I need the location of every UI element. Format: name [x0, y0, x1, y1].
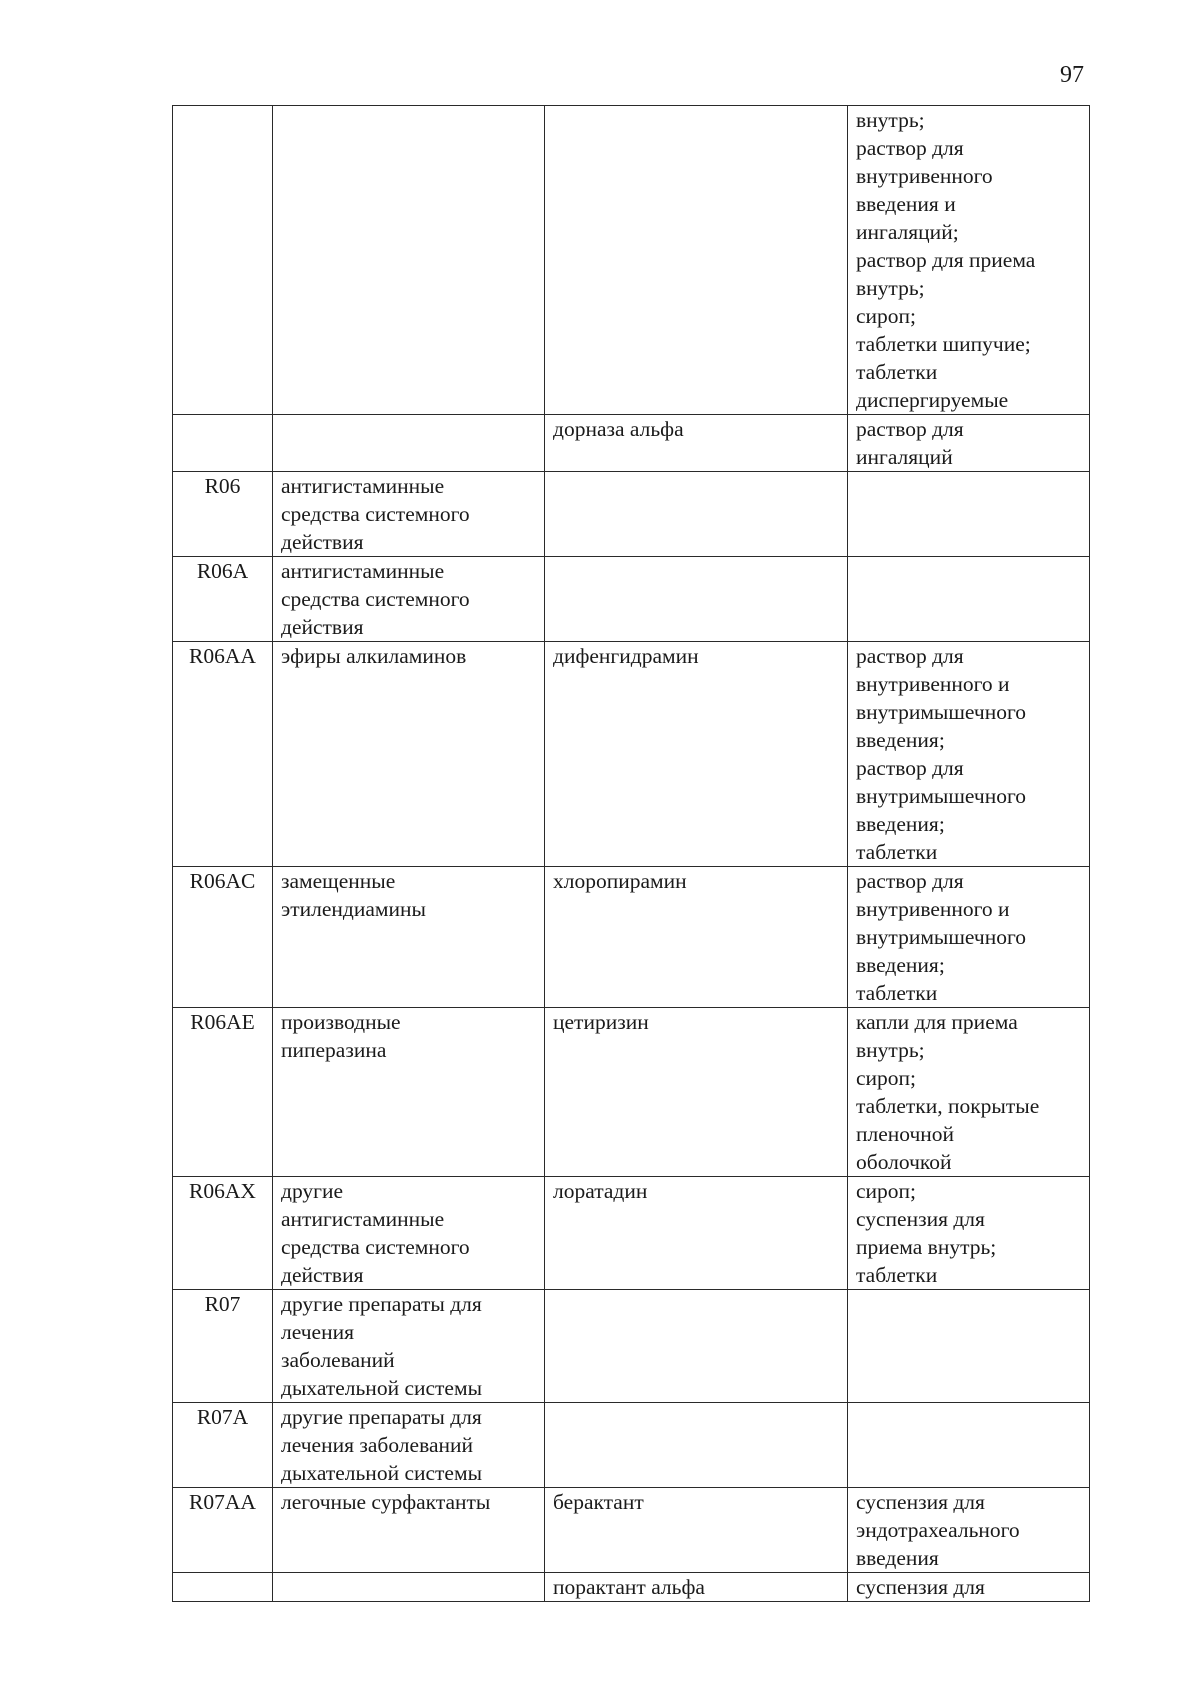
- dosage-forms-line: внутривенного: [856, 164, 993, 188]
- atc-code-cell: R06: [173, 472, 273, 557]
- group-name-line: средства системного: [281, 1235, 470, 1259]
- page-number: 97: [1060, 62, 1084, 88]
- dosage-forms-line: ингаляций;: [856, 220, 959, 244]
- table-row: [173, 415, 1090, 472]
- group-name-line: другие препараты для: [281, 1292, 482, 1316]
- dosage-forms-line: сироп;: [856, 1066, 917, 1090]
- dosage-forms-line: введения;: [856, 728, 945, 752]
- atc-code-cell: R07A: [173, 1403, 273, 1488]
- dosage-forms-line: раствор для: [856, 417, 964, 441]
- dosage-forms-line: внутривенного и: [856, 897, 1010, 921]
- group-name-cell: [273, 1290, 545, 1403]
- dosage-forms-line: внутримышечного: [856, 700, 1027, 724]
- group-name-cell: [273, 1403, 545, 1488]
- dosage-forms-cell: [848, 867, 1090, 1008]
- group-name-line: антигистаминные: [281, 559, 445, 583]
- table-row: [173, 557, 1090, 642]
- dosage-forms-line: диспергируемые: [856, 388, 1009, 412]
- dosage-forms-line: таблетки: [856, 981, 938, 1005]
- group-name-cell: [273, 472, 545, 557]
- atc-code-cell: R06AA: [173, 642, 273, 867]
- dosage-forms-cell: [848, 1573, 1090, 1602]
- group-name-line: антигистаминные: [281, 474, 445, 498]
- dosage-forms-line: введения;: [856, 812, 945, 836]
- group-name-cell: [273, 415, 545, 472]
- dosage-forms-line: введения: [856, 1546, 939, 1570]
- group-name-line: другие: [281, 1179, 344, 1203]
- table-row: [173, 642, 1090, 867]
- dosage-forms-cell: [848, 557, 1090, 642]
- group-name-line: этилендиамины: [281, 897, 426, 921]
- group-name-line: заболеваний: [281, 1348, 395, 1372]
- dosage-forms-cell: [848, 1290, 1090, 1403]
- group-name-line: эфиры алкиламинов: [281, 644, 467, 668]
- atc-code-cell: R06AE: [173, 1008, 273, 1177]
- group-name-line: действия: [281, 1263, 364, 1287]
- group-name-line: лечения: [281, 1320, 354, 1344]
- dosage-forms-line: сироп;: [856, 1179, 917, 1203]
- dosage-forms-line: таблетки: [856, 1263, 938, 1287]
- table-row: [173, 1403, 1090, 1488]
- drug-name-line: хлоропирамин: [553, 869, 687, 893]
- group-name-line: легочные сурфактанты: [281, 1490, 491, 1514]
- dosage-forms-line: сироп;: [856, 304, 917, 328]
- dosage-forms-line: введения;: [856, 953, 945, 977]
- dosage-forms-line: внутрь;: [856, 108, 925, 132]
- table-row: [173, 1177, 1090, 1290]
- drug-name-cell: [545, 642, 848, 867]
- table-row: [173, 472, 1090, 557]
- group-name-line: пиперазина: [281, 1038, 387, 1062]
- dosage-forms-cell: [848, 1177, 1090, 1290]
- table-row: [173, 1008, 1090, 1177]
- group-name-cell: [273, 106, 545, 415]
- dosage-forms-line: эндотрахеального: [856, 1518, 1020, 1542]
- atc-code-cell: [173, 415, 273, 472]
- drug-name-cell: [545, 557, 848, 642]
- group-name-line: действия: [281, 615, 364, 639]
- dosage-forms-line: раствор для: [856, 644, 964, 668]
- dosage-forms-cell: [848, 472, 1090, 557]
- dosage-forms-line: раствор для приема: [856, 248, 1036, 272]
- group-name-cell: [273, 557, 545, 642]
- dosage-forms-line: внутривенного и: [856, 672, 1010, 696]
- dosage-forms-line: пленочной: [856, 1122, 955, 1146]
- drug-name-line: дорназа альфа: [553, 417, 684, 441]
- group-name-line: дыхательной системы: [281, 1461, 483, 1485]
- group-name-line: производные: [281, 1010, 401, 1034]
- dosage-forms-line: внутримышечного: [856, 925, 1027, 949]
- atc-code-cell: R06AC: [173, 867, 273, 1008]
- table-row: [173, 1488, 1090, 1573]
- atc-code-cell: R06AX: [173, 1177, 273, 1290]
- dosage-forms-line: таблетки, покрытые: [856, 1094, 1040, 1118]
- dosage-forms-cell: [848, 642, 1090, 867]
- drug-name-cell: [545, 415, 848, 472]
- drug-name-cell: [545, 106, 848, 415]
- dosage-forms-cell: [848, 1403, 1090, 1488]
- table-row: [173, 1573, 1090, 1602]
- dosage-forms-line: таблетки: [856, 360, 938, 384]
- dosage-forms-line: раствор для: [856, 869, 964, 893]
- dosage-forms-line: раствор для: [856, 136, 964, 160]
- group-name-cell: [273, 1488, 545, 1573]
- table-row: [173, 867, 1090, 1008]
- dosage-forms-line: раствор для: [856, 756, 964, 780]
- group-name-line: замещенные: [281, 869, 396, 893]
- drug-name-cell: [545, 1488, 848, 1573]
- dosage-forms-line: таблетки: [856, 840, 938, 864]
- dosage-forms-line: внутрь;: [856, 276, 925, 300]
- dosage-forms-line: суспензия для: [856, 1207, 985, 1231]
- drug-name-line: дифенгидрамин: [553, 644, 699, 668]
- group-name-line: дыхательной системы: [281, 1376, 483, 1400]
- drug-table: [172, 105, 1090, 1602]
- group-name-cell: [273, 1177, 545, 1290]
- atc-code-cell: [173, 106, 273, 415]
- atc-code-cell: R07AA: [173, 1488, 273, 1573]
- dosage-forms-line: оболочкой: [856, 1150, 952, 1174]
- drug-name-cell: [545, 1008, 848, 1177]
- drug-name-cell: [545, 867, 848, 1008]
- dosage-forms-cell: [848, 1488, 1090, 1573]
- drug-name-line: лоратадин: [553, 1179, 648, 1203]
- drug-name-cell: [545, 1177, 848, 1290]
- group-name-line: другие препараты для: [281, 1405, 482, 1429]
- drug-name-line: цетиризин: [553, 1010, 649, 1034]
- drug-name-line: порактант альфа: [553, 1575, 705, 1599]
- dosage-forms-cell: [848, 1008, 1090, 1177]
- drug-name-cell: [545, 1573, 848, 1602]
- dosage-forms-line: приема внутрь;: [856, 1235, 997, 1259]
- dosage-forms-line: внутрь;: [856, 1038, 925, 1062]
- drug-name-line: берактант: [553, 1490, 644, 1514]
- group-name-cell: [273, 1573, 545, 1602]
- dosage-forms-line: ингаляций: [856, 445, 953, 469]
- table-row: [173, 106, 1090, 415]
- group-name-line: антигистаминные: [281, 1207, 445, 1231]
- drug-name-cell: [545, 1290, 848, 1403]
- dosage-forms-line: капли для приема: [856, 1010, 1018, 1034]
- dosage-forms-line: введения и: [856, 192, 956, 216]
- group-name-cell: [273, 1008, 545, 1177]
- dosage-forms-cell: [848, 106, 1090, 415]
- group-name-line: действия: [281, 530, 364, 554]
- group-name-line: средства системного: [281, 502, 470, 526]
- group-name-line: лечения заболеваний: [281, 1433, 474, 1457]
- dosage-forms-line: внутримышечного: [856, 784, 1027, 808]
- dosage-forms-line: таблетки шипучие;: [856, 332, 1031, 356]
- dosage-forms-line: суспензия для: [856, 1575, 985, 1599]
- group-name-cell: [273, 867, 545, 1008]
- atc-code-cell: [173, 1573, 273, 1602]
- drug-name-cell: [545, 1403, 848, 1488]
- table-row: [173, 1290, 1090, 1403]
- atc-code-cell: R07: [173, 1290, 273, 1403]
- drug-name-cell: [545, 472, 848, 557]
- group-name-cell: [273, 642, 545, 867]
- table-body: [173, 106, 1090, 1602]
- atc-code-cell: R06A: [173, 557, 273, 642]
- dosage-forms-cell: [848, 415, 1090, 472]
- dosage-forms-line: суспензия для: [856, 1490, 985, 1514]
- group-name-line: средства системного: [281, 587, 470, 611]
